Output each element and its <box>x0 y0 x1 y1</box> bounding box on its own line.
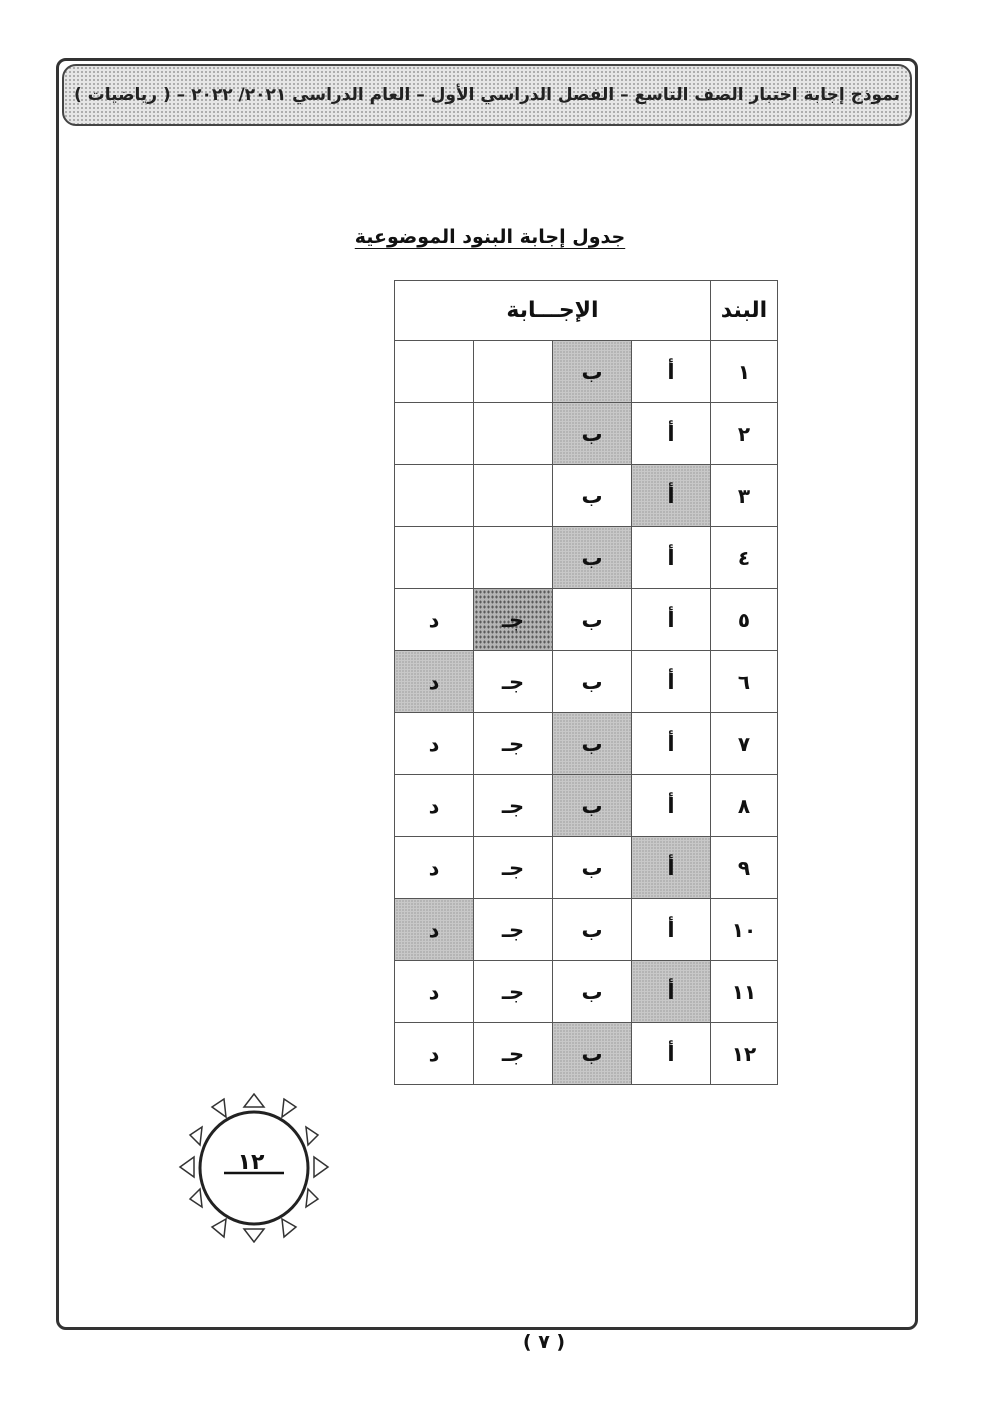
option-a: أ <box>632 651 711 713</box>
header-item-cell: البند <box>711 281 778 341</box>
option-d <box>395 341 474 403</box>
option-a: أ <box>632 403 711 465</box>
item-number: ٣ <box>711 465 778 527</box>
table-row <box>395 713 778 775</box>
score-value: ١٢ <box>237 1150 265 1175</box>
table-row <box>395 1023 778 1085</box>
option-c: جـ <box>474 1023 553 1085</box>
option-b-correct: ب <box>553 775 632 837</box>
option-c: جـ <box>474 961 553 1023</box>
option-d: د <box>395 713 474 775</box>
option-c <box>474 465 553 527</box>
option-b-correct: ب <box>553 1023 632 1085</box>
item-number: ٧ <box>711 713 778 775</box>
option-a: أ <box>632 527 711 589</box>
table-header-row <box>395 281 778 341</box>
item-number: ١١ <box>711 961 778 1023</box>
option-a-correct: أ <box>632 465 711 527</box>
option-c: جـ <box>474 775 553 837</box>
header-title: نموذج إجابة اختبار الصف التاسع – الفصل الدراسي الأول – العام الدراسي ٢٠٢١/ ٢٠٢٢ – ( رياضيات ) <box>73 85 901 105</box>
option-a: أ <box>632 713 711 775</box>
option-a-correct: أ <box>632 837 711 899</box>
table-row <box>395 527 778 589</box>
table-row <box>395 961 778 1023</box>
option-d-correct: د <box>395 651 474 713</box>
item-number: ٩ <box>711 837 778 899</box>
table-row <box>395 775 778 837</box>
page-number: ( ٧ ) <box>522 1331 566 1353</box>
option-d: د <box>395 775 474 837</box>
option-b: ب <box>553 899 632 961</box>
option-c-correct: جـ <box>474 589 553 651</box>
header-banner <box>62 64 912 126</box>
section-title: جدول إجابة البنود الموضوعية <box>354 226 626 248</box>
option-c <box>474 403 553 465</box>
item-number: ١٠ <box>711 899 778 961</box>
item-number: ٨ <box>711 775 778 837</box>
item-number: ٢ <box>711 403 778 465</box>
option-b: ب <box>553 837 632 899</box>
option-d: د <box>395 961 474 1023</box>
option-d: د <box>395 1023 474 1085</box>
option-a: أ <box>632 775 711 837</box>
table-row <box>395 837 778 899</box>
table-row <box>395 589 778 651</box>
option-c: جـ <box>474 899 553 961</box>
option-b-correct: ب <box>553 527 632 589</box>
option-d <box>395 403 474 465</box>
option-d <box>395 465 474 527</box>
item-number: ٥ <box>711 589 778 651</box>
header-answer-cell: الإجـــابة <box>395 281 711 341</box>
option-b-correct: ب <box>553 713 632 775</box>
option-b: ب <box>553 961 632 1023</box>
option-c: جـ <box>474 651 553 713</box>
option-c <box>474 341 553 403</box>
option-d: د <box>395 837 474 899</box>
option-b: ب <box>553 589 632 651</box>
table-row <box>395 651 778 713</box>
option-c: جـ <box>474 713 553 775</box>
table-row <box>395 465 778 527</box>
option-b-correct: ب <box>553 403 632 465</box>
item-number: ١٢ <box>711 1023 778 1085</box>
option-c: جـ <box>474 837 553 899</box>
option-a: أ <box>632 899 711 961</box>
option-a: أ <box>632 589 711 651</box>
table-row <box>395 899 778 961</box>
option-b: ب <box>553 465 632 527</box>
answer-table <box>394 280 778 1085</box>
option-d-correct: د <box>395 899 474 961</box>
option-d <box>395 527 474 589</box>
table-row <box>395 403 778 465</box>
item-number: ٤ <box>711 527 778 589</box>
option-d: د <box>395 589 474 651</box>
item-number: ٦ <box>711 651 778 713</box>
option-b: ب <box>553 651 632 713</box>
option-a: أ <box>632 1023 711 1085</box>
item-number: ١ <box>711 341 778 403</box>
table-row <box>395 341 778 403</box>
option-b-correct: ب <box>553 341 632 403</box>
option-a-correct: أ <box>632 961 711 1023</box>
option-c <box>474 527 553 589</box>
option-a: أ <box>632 341 711 403</box>
